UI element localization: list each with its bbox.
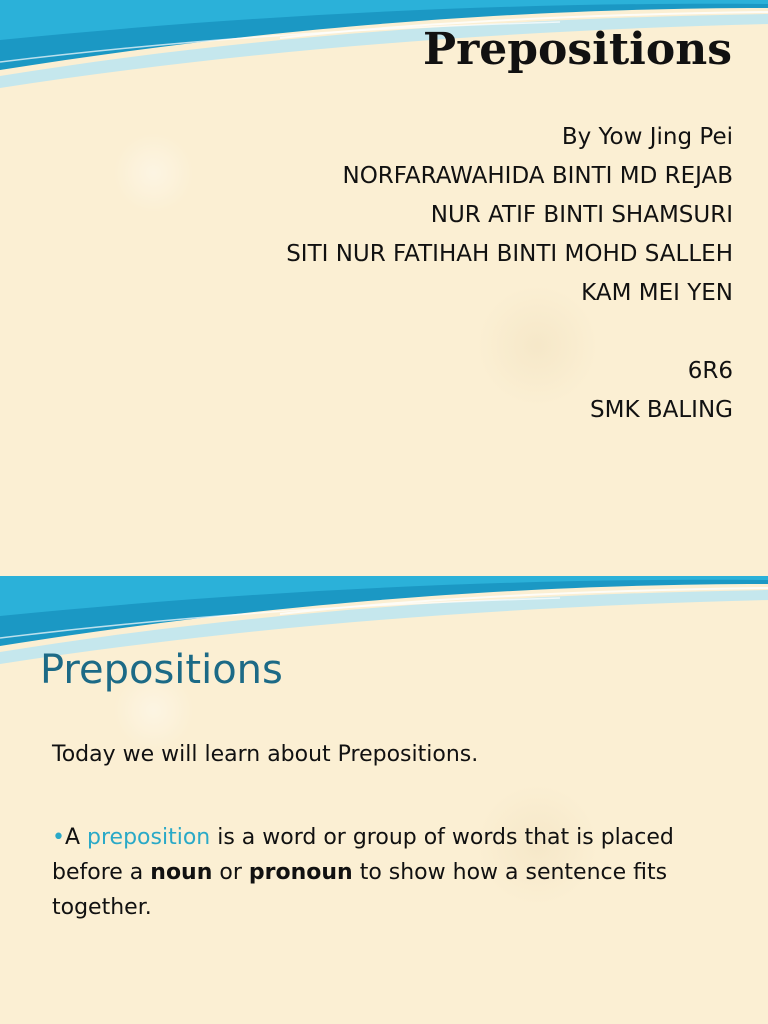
keyword-preposition: preposition [87, 825, 211, 850]
spacer [286, 313, 733, 352]
slide-2-title: Prepositions [40, 647, 283, 693]
keyword-pronoun: pronoun [248, 860, 353, 885]
author-list [286, 118, 733, 430]
slide-1-title: Prepositions [422, 24, 732, 75]
author-line: NUR ATIF BINTI SHAMSURI [430, 202, 733, 228]
author-line: NORFARAWAHIDA BINTI MD REJAB [342, 163, 733, 189]
definition-text: or [212, 860, 249, 885]
definition-text: is a word or group of words that is placed before a [52, 825, 674, 885]
author-line: SITI NUR FATIHAH BINTI MOHD SALLEH [286, 241, 733, 267]
bullet-icon: • [52, 825, 65, 850]
intro-text: Today we will learn about Prepositions. [52, 742, 479, 767]
author-line: By Yow Jing Pei [561, 124, 733, 150]
keyword-noun: noun [150, 860, 213, 885]
school-name: SMK BALING [590, 397, 733, 423]
slide-2 [0, 576, 768, 1024]
class-name: 6R6 [687, 358, 733, 384]
definition-text: to show how a sentence fits together. [52, 860, 668, 920]
definition-text: A [64, 825, 88, 850]
definition-paragraph [52, 820, 702, 925]
author-line: KAM MEI YEN [581, 280, 733, 306]
